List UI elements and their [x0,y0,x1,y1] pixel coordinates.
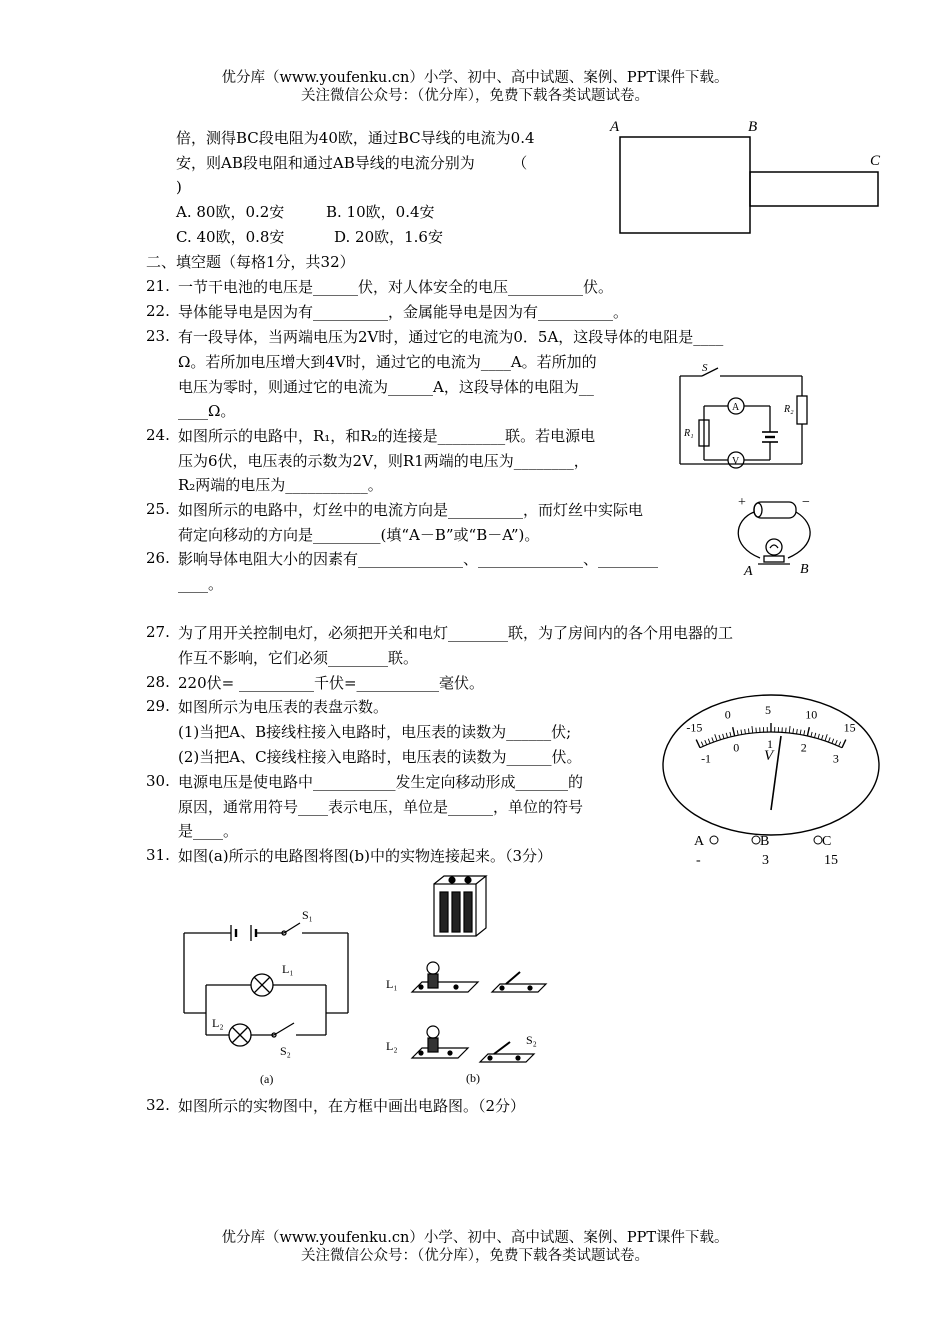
scale-tick [789,726,790,733]
scale-tick [748,728,749,733]
header-line-1: 优分库（www.youfenku.cn）小学、初中、高中试题、案例、PPT课件下载。 [221,70,729,86]
scale-tick [730,732,731,737]
scale-tick [741,730,742,735]
terminal-label: A [694,834,705,849]
voltmeter-dial-figure [660,690,885,870]
q25-line-1: 如图所示的电路中，灯丝中的电流方向是__________，而灯丝中实际电 [178,501,644,519]
q20-option-c: C. 40欧，0.8安 [176,228,285,246]
q26-number: 26. [146,549,170,567]
q20-option-b: B. 10欧，0.4安 [326,203,435,221]
q24-line-3: R₂两端的电压为___________。 [178,476,383,494]
scale-tick [842,740,846,748]
scale-tick [832,739,834,744]
voltmeter-unit: V [764,748,774,764]
scale-tick [822,735,824,740]
scale-label-bottom: 1 [767,737,773,751]
scale-label-top: -15 [686,720,703,735]
q25-number: 25. [146,500,170,518]
scale-tick [818,734,819,739]
q23-line-2: Ω。若所加电压增大到4V时，通过它的电流为____A。若所加的 [178,353,597,371]
scale-label-top: 0 [724,707,731,722]
q30-line-1: 电源电压是使电路中___________发生定向移动形成_______的 [178,773,584,791]
scale-tick [800,730,801,735]
q20-line-3: ) [176,178,182,196]
scale-tick [701,742,703,747]
terminal-post [710,836,718,844]
scale-tick [804,730,805,735]
q29-line-2: (1)当把A、B接线柱接入电路时，电压表的读数为______伏; [178,723,572,741]
scale-tick [719,735,721,740]
scale-tick [715,734,717,741]
scale-tick [712,737,714,742]
scale-tick [723,734,724,739]
scale-tick [745,729,746,734]
components-figure-b [382,870,552,1090]
fig31a-s1: S₁ [302,908,313,922]
terminal-label: C [822,834,832,849]
fig31b-l2: L₂ [386,1039,398,1053]
scale-label-top: 10 [805,707,818,722]
q27-line-1: 为了用开关控制电灯，必须把开关和电灯________联，为了房间内的各个用电器的工 [178,624,734,642]
q20-option-a: A. 80欧，0.2安 [176,203,285,221]
fig24-voltmeter-label: V [732,456,740,467]
fig31b-s2: S₂ [526,1033,537,1047]
section-title: 二、填空题（每格1分，共32） [146,253,355,271]
fig25-a: A [744,564,753,579]
terminal-range: 15 [824,853,838,868]
q31-text: 如图(a)所示的电路图将图(b)中的实物连接起来。（3分） [178,847,552,865]
q23-line-1: 有一段导体，当两端电压为2V时，通过它的电流为0．5A，这段导体的电阻是____ [178,328,724,346]
scale-tick [708,739,710,744]
header-line-2: 关注微信公众号：（优分库），免费下载各类试题试卷。 [301,88,649,104]
scale-tick [793,728,794,733]
q22-text: 导体能导电是因为有__________，金属能导电是因为有__________。 [178,303,629,321]
scale-tick [705,740,707,745]
scale-tick [752,726,753,733]
scale-tick [807,727,809,736]
scale-tick [839,742,841,747]
scale-tick [811,732,812,737]
scale-tick [726,733,727,738]
q29-number: 29. [146,697,170,715]
terminal-post [814,836,822,844]
q26-line-2: ____。 [178,575,224,593]
q24-line-1: 如图所示的电路中，R₁，和R₂的连接是_________联。若电源电 [178,427,596,445]
q20-line-2: 安，则AB段电阻和通过AB导线的电流分别为 （ [176,154,528,172]
q21-number: 21. [146,277,170,295]
fig24-ammeter-label: A [732,402,740,413]
scale-tick [828,737,830,742]
terminal-label: B [760,834,770,849]
scale-tick [797,729,798,734]
q20-line-1: 倍，测得BC段电阻为40欧，通过BC导线的电流为0.4 [176,129,535,147]
scale-tick [696,740,700,748]
footer-line-1: 优分库（www.youfenku.cn）小学、初中、高中试题、案例、PPT课件下载。 [221,1230,729,1246]
terminal-range: - [696,853,701,868]
q24-number: 24. [146,426,170,444]
fig24-switch-label: S [702,362,708,374]
label-b: B [748,119,758,135]
fig24-r1-label: R₁ [684,428,694,439]
q32-text: 如图所示的实物图中，在方框中画出电路图。（2分） [178,1097,526,1115]
conductor-figure [600,115,895,240]
label-a: A [610,119,620,135]
scale-tick [825,734,827,741]
fig31a-l1: L₁ [282,962,294,976]
conductor-ab-box [620,137,750,233]
q20-option-d: D. 20欧，1.6安 [334,228,443,246]
conductor-bc-box [750,172,878,206]
lamp-holder-l2 [412,1026,468,1058]
fig31a-l2: L₂ [212,1016,224,1030]
q32-number: 32. [146,1096,170,1114]
q30-line-2: 原因，通常用符号____表示电压，单位是______，单位的符号 [178,798,584,816]
battery-bulb-figure [730,490,820,580]
series-circuit-figure [672,360,812,472]
scale-label-bottom: 0 [733,740,740,755]
q30-line-3: 是____。 [178,822,239,840]
q24-line-2: 压为6伏，电压表的示数为2V，则R1两端的电压为________， [178,452,589,470]
scale-tick [737,730,738,735]
terminal-post [752,836,760,844]
q26-line-1: 影响导体电阻大小的因素有______________、______________、________ [178,550,659,568]
circuit-diagram-a [176,895,356,1090]
q29-line-1: 如图所示为电压表的表盘示数。 [178,698,389,716]
q25-line-2: 荷定向移动的方向是_________(填“A－B”或“B－A”)。 [178,526,540,544]
q27-number: 27. [146,623,170,641]
switch-s1 [492,972,546,992]
q30-number: 30. [146,772,170,790]
q28-number: 28. [146,673,170,691]
q23-number: 23. [146,327,170,345]
fig25-b: B [800,562,809,577]
scale-label-bottom: -1 [701,751,712,766]
fig31a-s2: S₂ [280,1044,291,1058]
dial-outline [663,695,879,835]
scale-label-bottom: 3 [832,751,839,766]
scale-tick [814,733,815,738]
scale-label-bottom: 2 [800,740,807,755]
scale-label-top: 15 [843,720,856,735]
q21-text: 一节干电池的电压是______伏，对人体安全的电压__________伏。 [178,278,614,296]
fig25-plus: + [738,495,746,510]
q31-number: 31. [146,846,170,864]
terminal-range: 3 [762,853,769,868]
scale-tick [733,727,735,736]
fig24-r2-label: R₂ [784,404,794,415]
resistor-r2 [797,396,807,424]
q23-line-3: 电压为零时，则通过它的电流为______A，这段导体的电阻为__ [178,378,594,396]
q23-line-4: ____Ω。 [178,402,236,420]
fig31b-caption: (b) [466,1071,480,1085]
scale-tick [835,740,837,745]
battery-pack [434,876,486,936]
fig25-minus: − [802,495,810,510]
q27-line-2: 作互不影响，它们必须________联。 [178,649,419,667]
lamp-holder-l1 [412,962,478,992]
q22-number: 22. [146,302,170,320]
bulb [766,539,782,555]
scale-label-top: 5 [765,703,771,717]
fig31b-l1: L₁ [386,977,398,991]
q28-text: 220伏= __________千伏=___________毫伏。 [178,674,485,692]
footer-line-2: 关注微信公众号：（优分库），免费下载各类试题试卷。 [301,1248,649,1264]
q29-line-3: (2)当把A、C接线柱接入电路时，电压表的读数为______伏。 [178,748,582,766]
fig31a-caption: (a) [260,1072,274,1086]
label-c: C [870,153,881,169]
